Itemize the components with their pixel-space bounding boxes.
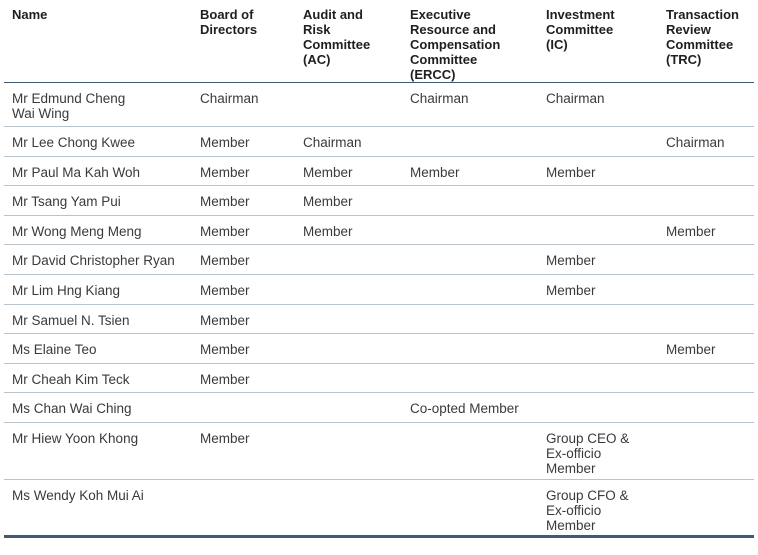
- cell-ic: [538, 186, 658, 216]
- cell-name: Ms Wendy Koh Mui Ai: [4, 479, 192, 536]
- cell-name: Mr Samuel N. Tsien: [4, 304, 192, 334]
- cell-board: Member: [192, 245, 295, 275]
- cell-name: Ms Chan Wai Ching: [4, 393, 192, 423]
- table-row: [4, 156, 754, 186]
- cell-board: Member: [192, 304, 295, 334]
- header-ercc: Executive Resource and Compensation Committee (ERCC): [402, 0, 538, 83]
- cell-trc: [658, 422, 754, 479]
- board-committees-table-container: [4, 0, 754, 538]
- header-name: Name: [4, 0, 192, 83]
- cell-ac: [295, 245, 402, 275]
- cell-ercc: [402, 422, 538, 479]
- cell-board: Member: [192, 215, 295, 245]
- cell-ic: Group CEO & Ex-officio Member: [538, 422, 658, 479]
- cell-ic: [538, 393, 658, 423]
- table-row: [4, 127, 754, 157]
- cell-name: Mr David Christopher Ryan: [4, 245, 192, 275]
- cell-board: Member: [192, 334, 295, 364]
- cell-ic: Member: [538, 156, 658, 186]
- cell-ercc: [402, 186, 538, 216]
- cell-name: Mr Lim Hng Kiang: [4, 274, 192, 304]
- cell-name: Mr Paul Ma Kah Woh: [4, 156, 192, 186]
- table-row: [4, 215, 754, 245]
- table-row: [4, 422, 754, 479]
- cell-name: Ms Elaine Teo: [4, 334, 192, 364]
- cell-ac: Member: [295, 186, 402, 216]
- cell-trc: [658, 363, 754, 393]
- cell-ercc: Co-opted Member: [402, 393, 538, 423]
- cell-ic: [538, 127, 658, 157]
- cell-name: Mr Lee Chong Kwee: [4, 127, 192, 157]
- cell-board: [192, 479, 295, 536]
- cell-board: Member: [192, 363, 295, 393]
- cell-ic: Group CFO & Ex-officio Member: [538, 479, 658, 536]
- cell-board: Member: [192, 422, 295, 479]
- cell-board: [192, 393, 295, 423]
- cell-ac: [295, 304, 402, 334]
- table-row: [4, 274, 754, 304]
- header-ac: Audit and Risk Committee (AC): [295, 0, 402, 83]
- table-row: [4, 245, 754, 275]
- table-row: [4, 186, 754, 216]
- cell-trc: Member: [658, 215, 754, 245]
- table-row: [4, 334, 754, 364]
- cell-ercc: [402, 479, 538, 536]
- cell-ac: [295, 363, 402, 393]
- cell-trc: [658, 479, 754, 536]
- cell-name: Mr Wong Meng Meng: [4, 215, 192, 245]
- cell-board: Member: [192, 186, 295, 216]
- cell-ercc: [402, 274, 538, 304]
- cell-ac: [295, 393, 402, 423]
- table-row: [4, 304, 754, 334]
- cell-board: Member: [192, 156, 295, 186]
- cell-ercc: [402, 363, 538, 393]
- cell-ercc: Member: [402, 156, 538, 186]
- cell-ic: [538, 215, 658, 245]
- cell-ercc: [402, 127, 538, 157]
- cell-ic: [538, 363, 658, 393]
- cell-ercc: Chairman: [402, 83, 538, 127]
- table-row: [4, 393, 754, 423]
- header-row: [4, 0, 754, 83]
- cell-ic: Member: [538, 274, 658, 304]
- cell-trc: Member: [658, 334, 754, 364]
- cell-trc: Chairman: [658, 127, 754, 157]
- table-row: [4, 479, 754, 536]
- cell-trc: [658, 186, 754, 216]
- cell-ercc: [402, 245, 538, 275]
- cell-ac: [295, 479, 402, 536]
- table-row: [4, 83, 754, 127]
- cell-name: Mr Edmund Cheng Wai Wing: [4, 83, 192, 127]
- cell-trc: [658, 274, 754, 304]
- cell-board: Member: [192, 127, 295, 157]
- cell-ic: [538, 304, 658, 334]
- cell-name: Mr Cheah Kim Teck: [4, 363, 192, 393]
- header-board: Board of Directors: [192, 0, 295, 83]
- cell-ic: Chairman: [538, 83, 658, 127]
- cell-trc: [658, 83, 754, 127]
- cell-board: Chairman: [192, 83, 295, 127]
- cell-ac: Chairman: [295, 127, 402, 157]
- cell-ac: Member: [295, 156, 402, 186]
- cell-trc: [658, 156, 754, 186]
- board-committees-table: [4, 0, 754, 538]
- header-trc: Transaction Review Committee (TRC): [658, 0, 754, 83]
- cell-ercc: [402, 304, 538, 334]
- cell-ic: Member: [538, 245, 658, 275]
- cell-trc: [658, 304, 754, 334]
- cell-trc: [658, 393, 754, 423]
- cell-ercc: [402, 215, 538, 245]
- cell-trc: [658, 245, 754, 275]
- cell-ac: [295, 422, 402, 479]
- table-row: [4, 363, 754, 393]
- cell-name: Mr Hiew Yoon Khong: [4, 422, 192, 479]
- cell-ac: [295, 83, 402, 127]
- cell-ac: [295, 334, 402, 364]
- cell-ac: [295, 274, 402, 304]
- cell-ic: [538, 334, 658, 364]
- cell-ercc: [402, 334, 538, 364]
- cell-board: Member: [192, 274, 295, 304]
- header-ic: Investment Committee (IC): [538, 0, 658, 83]
- cell-name: Mr Tsang Yam Pui: [4, 186, 192, 216]
- cell-ac: Member: [295, 215, 402, 245]
